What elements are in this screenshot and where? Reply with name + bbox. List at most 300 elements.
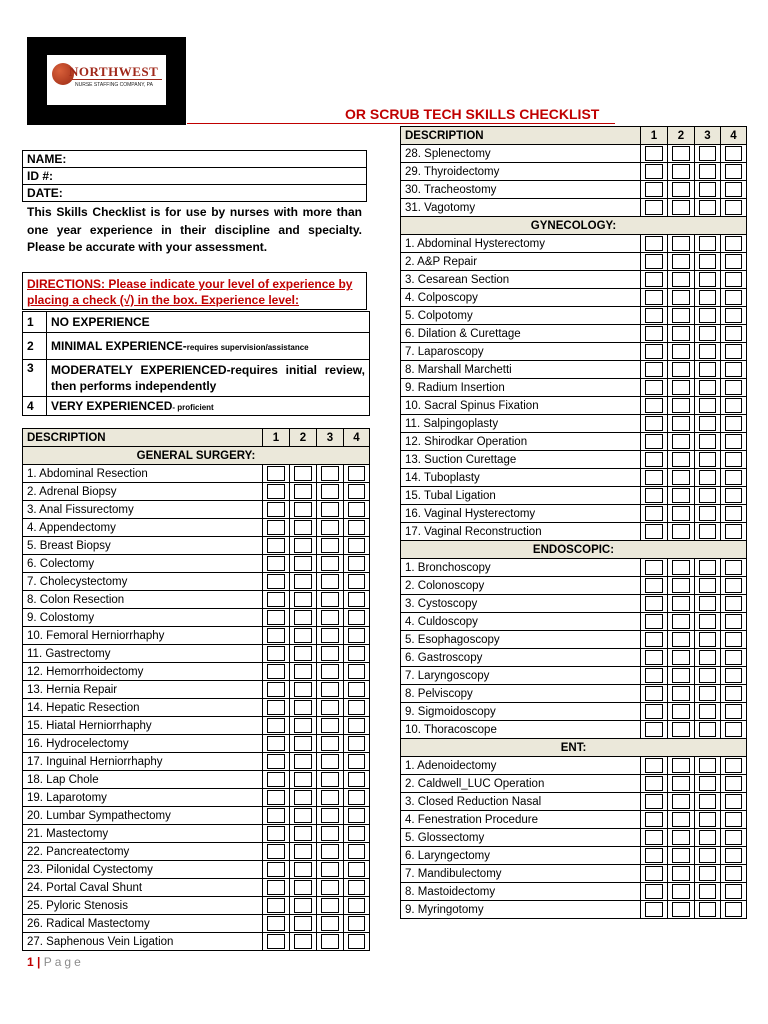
level-3-checkbox[interactable]: [699, 704, 716, 719]
level-3-checkbox[interactable]: [699, 884, 716, 899]
skill-label: 22. Pancreatectomy: [23, 843, 263, 861]
level-1-checkbox[interactable]: [267, 718, 285, 733]
level-2-checkbox[interactable]: [672, 344, 690, 359]
level-2-checkbox[interactable]: [672, 650, 690, 665]
level-1-checkbox[interactable]: [645, 290, 663, 305]
level-3-checkbox[interactable]: [321, 754, 339, 769]
level-2-checkbox[interactable]: [294, 880, 312, 895]
level-3-checkbox[interactable]: [321, 844, 339, 859]
level-2-cell: [290, 483, 317, 501]
level-1-checkbox[interactable]: [267, 934, 285, 949]
level-3-header: 3: [317, 429, 344, 447]
level-note: - proficient: [172, 403, 214, 412]
level-3-checkbox[interactable]: [321, 862, 339, 877]
level-4-checkbox[interactable]: [725, 200, 742, 215]
level-1-checkbox[interactable]: [267, 538, 285, 553]
level-1-checkbox[interactable]: [645, 776, 663, 791]
level-4-checkbox[interactable]: [725, 326, 742, 341]
level-4-checkbox[interactable]: [348, 754, 365, 769]
level-3-checkbox[interactable]: [699, 794, 716, 809]
level-4-checkbox[interactable]: [725, 668, 742, 683]
level-4-checkbox[interactable]: [725, 866, 742, 881]
level-1-checkbox[interactable]: [267, 790, 285, 805]
level-3-checkbox[interactable]: [321, 880, 339, 895]
level-4-checkbox[interactable]: [348, 934, 365, 949]
level-1-checkbox[interactable]: [645, 614, 663, 629]
level-1-checkbox[interactable]: [645, 470, 663, 485]
skill-label: 6. Dilation & Curettage: [401, 325, 641, 343]
level-1-cell: [263, 879, 290, 897]
level-1-checkbox[interactable]: [645, 182, 663, 197]
level-1-checkbox[interactable]: [645, 380, 663, 395]
level-1-checkbox[interactable]: [645, 200, 663, 215]
level-1-checkbox[interactable]: [267, 736, 285, 751]
level-3-checkbox[interactable]: [699, 578, 716, 593]
level-2-checkbox[interactable]: [672, 236, 690, 251]
level-2-checkbox[interactable]: [672, 272, 690, 287]
level-2-checkbox[interactable]: [294, 556, 312, 571]
level-2-checkbox[interactable]: [294, 862, 312, 877]
level-1-checkbox[interactable]: [645, 452, 663, 467]
level-1-checkbox[interactable]: [267, 898, 285, 913]
level-3-checkbox[interactable]: [699, 668, 716, 683]
level-4-checkbox[interactable]: [725, 848, 742, 863]
level-3-checkbox[interactable]: [321, 700, 339, 715]
level-4-checkbox[interactable]: [348, 682, 365, 697]
level-2-checkbox[interactable]: [672, 668, 690, 683]
level-1-checkbox[interactable]: [267, 574, 285, 589]
level-2-checkbox[interactable]: [294, 574, 312, 589]
level-2-checkbox[interactable]: [672, 326, 690, 341]
level-2-cell: [290, 735, 317, 753]
level-4-checkbox[interactable]: [725, 884, 742, 899]
level-3-checkbox[interactable]: [321, 664, 339, 679]
level-2-checkbox[interactable]: [672, 146, 690, 161]
date-field[interactable]: DATE:: [23, 185, 367, 202]
level-2-checkbox[interactable]: [672, 776, 690, 791]
level-2-checkbox[interactable]: [294, 610, 312, 625]
level-2-checkbox[interactable]: [672, 758, 690, 773]
level-3-checkbox[interactable]: [321, 772, 339, 787]
level-4-checkbox[interactable]: [348, 718, 365, 733]
level-3-checkbox[interactable]: [321, 898, 339, 913]
level-3-checkbox[interactable]: [699, 776, 716, 791]
level-4-checkbox[interactable]: [725, 776, 742, 791]
level-4-checkbox[interactable]: [348, 520, 365, 535]
level-4-checkbox[interactable]: [348, 484, 365, 499]
level-4-checkbox[interactable]: [725, 722, 742, 737]
level-3-checkbox[interactable]: [699, 164, 716, 179]
level-2-checkbox[interactable]: [294, 754, 312, 769]
level-2-checkbox[interactable]: [294, 916, 312, 931]
level-4-checkbox[interactable]: [348, 574, 365, 589]
level-2-checkbox[interactable]: [294, 808, 312, 823]
level-1-checkbox[interactable]: [267, 916, 285, 931]
level-1-checkbox[interactable]: [267, 556, 285, 571]
level-1-checkbox[interactable]: [645, 884, 663, 899]
level-3-checkbox[interactable]: [699, 398, 716, 413]
level-3-checkbox[interactable]: [699, 380, 716, 395]
level-4-checkbox[interactable]: [725, 686, 742, 701]
level-1-checkbox[interactable]: [267, 520, 285, 535]
skill-row: [401, 307, 747, 325]
level-2-checkbox[interactable]: [672, 704, 690, 719]
level-1-checkbox[interactable]: [645, 560, 663, 575]
level-3-checkbox[interactable]: [321, 574, 339, 589]
skill-label: 4. Colposcopy: [401, 289, 641, 307]
level-1-checkbox[interactable]: [645, 686, 663, 701]
level-1-checkbox[interactable]: [267, 466, 285, 481]
level-1-checkbox[interactable]: [645, 704, 663, 719]
level-1-checkbox[interactable]: [645, 848, 663, 863]
level-2-checkbox[interactable]: [672, 812, 690, 827]
level-1-checkbox[interactable]: [267, 826, 285, 841]
level-2-cell: [668, 397, 695, 415]
level-2-checkbox[interactable]: [672, 164, 690, 179]
level-2-checkbox[interactable]: [294, 718, 312, 733]
level-4-checkbox[interactable]: [725, 758, 742, 773]
level-2-checkbox[interactable]: [672, 290, 690, 305]
level-1-checkbox[interactable]: [645, 254, 663, 269]
level-2-checkbox[interactable]: [294, 736, 312, 751]
level-1-checkbox[interactable]: [645, 434, 663, 449]
level-3-cell: [317, 699, 344, 717]
level-3-checkbox[interactable]: [699, 632, 716, 647]
level-4-checkbox[interactable]: [725, 488, 742, 503]
level-2-checkbox[interactable]: [294, 790, 312, 805]
level-2-checkbox[interactable]: [672, 632, 690, 647]
level-1-checkbox[interactable]: [645, 668, 663, 683]
level-3-checkbox[interactable]: [321, 556, 339, 571]
level-1-checkbox[interactable]: [267, 610, 285, 625]
description-header: DESCRIPTION: [401, 127, 641, 145]
level-1-checkbox[interactable]: [267, 880, 285, 895]
level-1-checkbox[interactable]: [645, 578, 663, 593]
level-3-checkbox[interactable]: [321, 646, 339, 661]
level-3-checkbox[interactable]: [321, 934, 339, 949]
level-2-checkbox[interactable]: [672, 596, 690, 611]
level-3-checkbox[interactable]: [699, 686, 716, 701]
level-4-checkbox[interactable]: [725, 650, 742, 665]
level-3-checkbox[interactable]: [699, 200, 716, 215]
level-1-cell: [641, 757, 668, 775]
name-field[interactable]: NAME:: [23, 151, 367, 168]
level-4-checkbox[interactable]: [725, 902, 742, 917]
level-2-checkbox[interactable]: [672, 398, 690, 413]
level-3-checkbox[interactable]: [321, 466, 339, 481]
level-1-checkbox[interactable]: [645, 344, 663, 359]
level-2-checkbox[interactable]: [294, 592, 312, 607]
level-3-checkbox[interactable]: [699, 614, 716, 629]
level-4-checkbox[interactable]: [348, 880, 365, 895]
level-1-checkbox[interactable]: [267, 484, 285, 499]
level-3-checkbox[interactable]: [699, 452, 716, 467]
level-1-checkbox[interactable]: [267, 628, 285, 643]
level-4-checkbox[interactable]: [348, 556, 365, 571]
skill-row: [23, 735, 370, 753]
level-2-checkbox[interactable]: [672, 848, 690, 863]
level-4-checkbox[interactable]: [348, 736, 365, 751]
level-3-checkbox[interactable]: [321, 610, 339, 625]
level-3-checkbox[interactable]: [699, 866, 716, 881]
level-4-checkbox[interactable]: [348, 826, 365, 841]
level-3-checkbox[interactable]: [699, 434, 716, 449]
level-4-checkbox[interactable]: [725, 470, 742, 485]
level-1-checkbox[interactable]: [645, 362, 663, 377]
level-3-checkbox[interactable]: [321, 718, 339, 733]
level-4-checkbox[interactable]: [725, 794, 742, 809]
level-4-checkbox[interactable]: [348, 862, 365, 877]
level-4-checkbox[interactable]: [725, 452, 742, 467]
level-2-checkbox[interactable]: [672, 884, 690, 899]
level-3-checkbox[interactable]: [699, 830, 716, 845]
level-3-checkbox[interactable]: [321, 592, 339, 607]
level-2-checkbox[interactable]: [672, 866, 690, 881]
level-2-checkbox[interactable]: [672, 452, 690, 467]
level-4-checkbox[interactable]: [348, 790, 365, 805]
level-2-checkbox[interactable]: [294, 934, 312, 949]
level-2-checkbox[interactable]: [294, 664, 312, 679]
level-3-checkbox[interactable]: [699, 488, 716, 503]
level-1-checkbox[interactable]: [267, 646, 285, 661]
level-2-checkbox[interactable]: [672, 614, 690, 629]
level-3-cell: [317, 663, 344, 681]
level-4-checkbox[interactable]: [725, 308, 742, 323]
level-1-checkbox[interactable]: [645, 164, 663, 179]
skill-row: [401, 451, 747, 469]
level-4-cell: [344, 753, 370, 771]
level-4-checkbox[interactable]: [725, 704, 742, 719]
level-1-checkbox[interactable]: [645, 272, 663, 287]
level-1-checkbox[interactable]: [645, 866, 663, 881]
level-2-checkbox[interactable]: [672, 578, 690, 593]
level-2-checkbox[interactable]: [672, 560, 690, 575]
level-3-checkbox[interactable]: [321, 916, 339, 931]
level-1-checkbox[interactable]: [645, 830, 663, 845]
level-4-checkbox[interactable]: [725, 524, 742, 539]
skill-label: 13. Suction Curettage: [401, 451, 641, 469]
level-3-checkbox[interactable]: [699, 524, 716, 539]
level-2-checkbox[interactable]: [672, 308, 690, 323]
level-1-checkbox[interactable]: [645, 236, 663, 251]
level-4-checkbox[interactable]: [725, 812, 742, 827]
skill-label: 4. Culdoscopy: [401, 613, 641, 631]
level-1-checkbox[interactable]: [645, 506, 663, 521]
level-3-checkbox[interactable]: [699, 272, 716, 287]
level-1-checkbox[interactable]: [267, 700, 285, 715]
level-3-checkbox[interactable]: [699, 362, 716, 377]
level-4-checkbox[interactable]: [348, 628, 365, 643]
skill-row: [23, 465, 370, 483]
level-1-checkbox[interactable]: [267, 592, 285, 607]
level-1-checkbox[interactable]: [267, 682, 285, 697]
level-1-checkbox[interactable]: [645, 308, 663, 323]
level-4-checkbox[interactable]: [725, 398, 742, 413]
level-4-checkbox[interactable]: [348, 538, 365, 553]
level-2-checkbox[interactable]: [672, 722, 690, 737]
level-1-checkbox[interactable]: [267, 844, 285, 859]
level-2-checkbox[interactable]: [294, 826, 312, 841]
level-1-checkbox[interactable]: [645, 326, 663, 341]
level-1-checkbox[interactable]: [645, 794, 663, 809]
level-2-checkbox[interactable]: [294, 898, 312, 913]
logo-name: NORTHWEST: [69, 64, 159, 79]
level-3-checkbox[interactable]: [321, 808, 339, 823]
level-3-checkbox[interactable]: [699, 848, 716, 863]
level-3-checkbox[interactable]: [699, 146, 716, 161]
level-3-checkbox[interactable]: [321, 520, 339, 535]
level-4-checkbox[interactable]: [725, 146, 742, 161]
level-3-checkbox[interactable]: [321, 502, 339, 517]
level-4-checkbox[interactable]: [725, 830, 742, 845]
level-1-checkbox[interactable]: [645, 596, 663, 611]
level-3-checkbox[interactable]: [321, 790, 339, 805]
level-4-cell: [344, 645, 370, 663]
level-4-checkbox[interactable]: [725, 362, 742, 377]
level-1-checkbox[interactable]: [267, 772, 285, 787]
level-row: [23, 397, 370, 416]
level-4-checkbox[interactable]: [725, 578, 742, 593]
level-2-checkbox[interactable]: [672, 902, 690, 917]
level-1-checkbox[interactable]: [645, 758, 663, 773]
level-2-checkbox[interactable]: [294, 682, 312, 697]
level-4-checkbox[interactable]: [725, 560, 742, 575]
level-4-checkbox[interactable]: [348, 700, 365, 715]
level-2-checkbox[interactable]: [672, 416, 690, 431]
level-1-checkbox[interactable]: [645, 650, 663, 665]
level-4-checkbox[interactable]: [348, 592, 365, 607]
level-2-checkbox[interactable]: [294, 466, 312, 481]
level-3-checkbox[interactable]: [321, 826, 339, 841]
level-1-checkbox[interactable]: [645, 524, 663, 539]
level-3-checkbox[interactable]: [321, 484, 339, 499]
level-3-checkbox[interactable]: [699, 470, 716, 485]
level-1-checkbox[interactable]: [645, 398, 663, 413]
level-1-checkbox[interactable]: [645, 146, 663, 161]
level-3-checkbox[interactable]: [699, 506, 716, 521]
level-4-checkbox[interactable]: [348, 502, 365, 517]
level-4-checkbox[interactable]: [725, 596, 742, 611]
level-2-checkbox[interactable]: [294, 520, 312, 535]
skill-label: 1. Abdominal Resection: [23, 465, 263, 483]
level-3-checkbox[interactable]: [699, 236, 716, 251]
level-3-checkbox[interactable]: [321, 682, 339, 697]
level-4-checkbox[interactable]: [725, 164, 742, 179]
level-3-checkbox[interactable]: [699, 650, 716, 665]
level-2-checkbox[interactable]: [672, 830, 690, 845]
level-2-checkbox[interactable]: [294, 772, 312, 787]
level-4-checkbox[interactable]: [348, 646, 365, 661]
level-4-checkbox[interactable]: [348, 844, 365, 859]
level-1-checkbox[interactable]: [267, 862, 285, 877]
level-4-checkbox[interactable]: [725, 506, 742, 521]
level-3-checkbox[interactable]: [699, 596, 716, 611]
skill-label: 4. Appendectomy: [23, 519, 263, 537]
level-4-checkbox[interactable]: [725, 254, 742, 269]
level-3-checkbox[interactable]: [699, 182, 716, 197]
level-3-checkbox[interactable]: [699, 416, 716, 431]
level-2-checkbox[interactable]: [294, 484, 312, 499]
level-1-checkbox[interactable]: [267, 754, 285, 769]
level-1-checkbox[interactable]: [645, 902, 663, 917]
level-4-checkbox[interactable]: [348, 808, 365, 823]
level-3-checkbox[interactable]: [699, 344, 716, 359]
level-3-checkbox[interactable]: [699, 290, 716, 305]
level-2-checkbox[interactable]: [294, 646, 312, 661]
level-4-checkbox[interactable]: [348, 664, 365, 679]
level-2-checkbox[interactable]: [672, 470, 690, 485]
level-4-checkbox[interactable]: [348, 466, 365, 481]
level-4-checkbox[interactable]: [725, 632, 742, 647]
level-1-checkbox[interactable]: [267, 808, 285, 823]
level-4-checkbox[interactable]: [725, 182, 742, 197]
level-1-checkbox[interactable]: [645, 632, 663, 647]
level-2-checkbox[interactable]: [294, 628, 312, 643]
level-4-checkbox[interactable]: [725, 614, 742, 629]
level-3-checkbox[interactable]: [699, 722, 716, 737]
level-4-checkbox[interactable]: [348, 772, 365, 787]
level-2-checkbox[interactable]: [672, 434, 690, 449]
level-2-checkbox[interactable]: [672, 794, 690, 809]
level-4-checkbox[interactable]: [725, 236, 742, 251]
level-2-checkbox[interactable]: [294, 502, 312, 517]
level-1-checkbox[interactable]: [267, 664, 285, 679]
level-1-checkbox[interactable]: [645, 812, 663, 827]
level-4-checkbox[interactable]: [725, 272, 742, 287]
level-4-checkbox[interactable]: [348, 898, 365, 913]
level-1-checkbox[interactable]: [645, 416, 663, 431]
level-4-checkbox[interactable]: [348, 610, 365, 625]
level-2-checkbox[interactable]: [672, 362, 690, 377]
level-4-checkbox[interactable]: [725, 380, 742, 395]
level-2-checkbox[interactable]: [672, 524, 690, 539]
level-2-checkbox[interactable]: [672, 488, 690, 503]
level-2-cell: [668, 181, 695, 199]
level-1-checkbox[interactable]: [645, 488, 663, 503]
level-4-checkbox[interactable]: [725, 434, 742, 449]
level-1-checkbox[interactable]: [267, 502, 285, 517]
level-3-checkbox[interactable]: [321, 736, 339, 751]
level-2-checkbox[interactable]: [294, 844, 312, 859]
level-2-checkbox[interactable]: [294, 538, 312, 553]
level-2-checkbox[interactable]: [672, 380, 690, 395]
level-2-checkbox[interactable]: [672, 506, 690, 521]
level-2-checkbox[interactable]: [672, 254, 690, 269]
level-2-checkbox[interactable]: [294, 700, 312, 715]
level-3-checkbox[interactable]: [321, 538, 339, 553]
level-2-checkbox[interactable]: [672, 200, 690, 215]
level-1-checkbox[interactable]: [645, 722, 663, 737]
level-4-checkbox[interactable]: [348, 916, 365, 931]
skill-row: [401, 415, 747, 433]
level-3-checkbox[interactable]: [699, 758, 716, 773]
level-3-checkbox[interactable]: [699, 254, 716, 269]
level-4-checkbox[interactable]: [725, 290, 742, 305]
level-3-checkbox[interactable]: [699, 326, 716, 341]
level-3-checkbox[interactable]: [321, 628, 339, 643]
level-3-checkbox[interactable]: [699, 812, 716, 827]
level-3-checkbox[interactable]: [699, 560, 716, 575]
level-4-checkbox[interactable]: [725, 416, 742, 431]
level-2-checkbox[interactable]: [672, 182, 690, 197]
skill-row: [23, 897, 370, 915]
skill-row: [23, 591, 370, 609]
level-2-checkbox[interactable]: [672, 686, 690, 701]
id-field[interactable]: ID #:: [23, 168, 367, 185]
level-3-checkbox[interactable]: [699, 902, 716, 917]
level-4-checkbox[interactable]: [725, 344, 742, 359]
level-3-checkbox[interactable]: [699, 308, 716, 323]
